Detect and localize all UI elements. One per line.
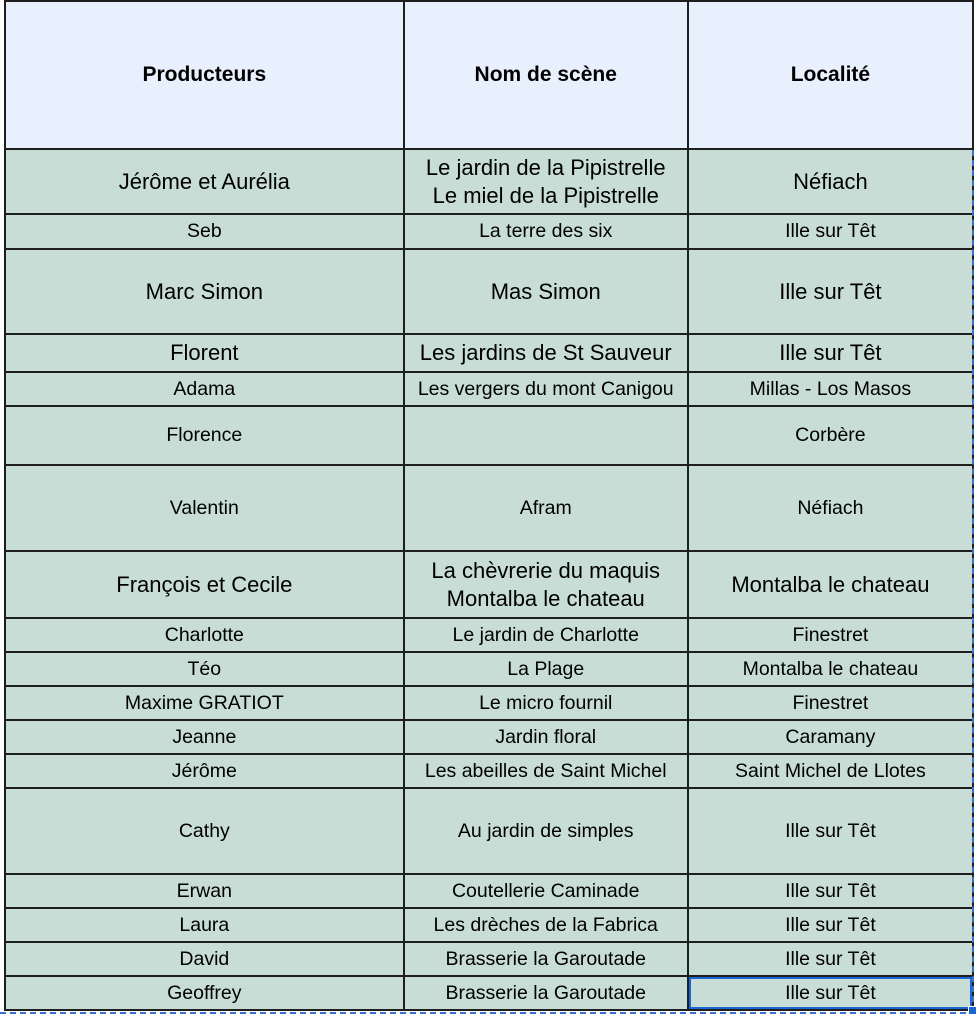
cell-text-line: La Plage: [507, 657, 585, 680]
cell-localite[interactable]: Néfiach: [688, 149, 973, 214]
cell-producteur[interactable]: Jérôme: [5, 754, 404, 788]
table-row: [5, 754, 973, 788]
cell-producteur[interactable]: Jeanne: [5, 720, 404, 754]
cell-localite[interactable]: Corbère: [688, 406, 973, 465]
cell-text-line: Les vergers du mont Canigou: [417, 377, 674, 400]
table-row: [5, 214, 973, 249]
selection-fill-handle[interactable]: [968, 1006, 976, 1015]
cell-nom-de-scene[interactable]: [404, 908, 688, 942]
cell-nom-de-scene[interactable]: [404, 334, 688, 372]
copy-marquee-bottom: [0, 1012, 976, 1014]
cell-text-line: Coutellerie Caminade: [451, 879, 640, 902]
table-row: [5, 334, 973, 372]
cell-text-line: Jardin floral: [495, 725, 597, 748]
table-row: [5, 465, 973, 551]
cell-nom-de-scene[interactable]: [404, 874, 688, 908]
cell-producteur[interactable]: Charlotte: [5, 618, 404, 652]
table-row: [5, 249, 973, 334]
cell-text-line: Montalba le chateau: [446, 585, 645, 611]
cell-localite[interactable]: Millas - Los Masos: [688, 372, 973, 406]
cell-localite[interactable]: Néfiach: [688, 465, 973, 551]
table-row: [5, 652, 973, 686]
cell-producteur[interactable]: Adama: [5, 372, 404, 406]
cell-localite[interactable]: Ille sur Têt: [688, 788, 973, 874]
cell-nom-de-scene[interactable]: [404, 372, 688, 406]
cell-producteur[interactable]: Téo: [5, 652, 404, 686]
cell-nom-de-scene[interactable]: [404, 465, 688, 551]
cell-localite[interactable]: Saint Michel de Llotes: [688, 754, 973, 788]
cell-nom-de-scene[interactable]: [404, 214, 688, 249]
table-row: [5, 788, 973, 874]
header-nom-de-scene[interactable]: Nom de scène: [404, 1, 688, 149]
table-row: [5, 976, 973, 1010]
cell-localite[interactable]: Finestret: [688, 618, 973, 652]
cell-text-line: Les abeilles de Saint Michel: [424, 759, 667, 782]
header-producteurs[interactable]: Producteurs: [5, 1, 404, 149]
cell-nom-de-scene[interactable]: [404, 249, 688, 334]
table-row: [5, 686, 973, 720]
cell-text-line: Les drèches de la Fabrica: [433, 913, 658, 936]
cell-producteur[interactable]: Geoffrey: [5, 976, 404, 1010]
cell-nom-de-scene[interactable]: [404, 788, 688, 874]
cell-nom-de-scene[interactable]: [404, 618, 688, 652]
cell-text-line: Afram: [519, 496, 572, 519]
cell-localite[interactable]: Ille sur Têt: [688, 249, 973, 334]
cell-nom-de-scene[interactable]: [404, 149, 688, 214]
table-row: [5, 406, 973, 465]
table-row: [5, 874, 973, 908]
cell-producteur[interactable]: Erwan: [5, 874, 404, 908]
cell-nom-de-scene[interactable]: [404, 720, 688, 754]
cell-producteur[interactable]: Valentin: [5, 465, 404, 551]
cell-producteur[interactable]: Maxime GRATIOT: [5, 686, 404, 720]
cell-producteur[interactable]: David: [5, 942, 404, 976]
cell-localite[interactable]: Montalba le chateau: [688, 652, 973, 686]
cell-nom-de-scene[interactable]: [404, 942, 688, 976]
cell-nom-de-scene[interactable]: [404, 976, 688, 1010]
cell-text-line: Au jardin de simples: [457, 819, 634, 842]
table-row: [5, 720, 973, 754]
header-row: [5, 1, 973, 149]
cell-text-line: La chèvrerie du maquis: [431, 558, 661, 583]
cell-text-line: Brasserie la Garoutade: [445, 981, 646, 1004]
cell-localite[interactable]: Ille sur Têt: [688, 874, 973, 908]
table-row: [5, 942, 973, 976]
copy-marquee-right: [972, 150, 974, 1012]
table-row: [5, 372, 973, 406]
cell-localite[interactable]: Finestret: [688, 686, 973, 720]
cell-producteur[interactable]: Seb: [5, 214, 404, 249]
cell-producteur[interactable]: Florence: [5, 406, 404, 465]
cell-localite[interactable]: Ille sur Têt: [688, 976, 973, 1010]
cell-text-line: Brasserie la Garoutade: [445, 947, 646, 970]
cell-nom-de-scene[interactable]: [404, 406, 688, 465]
cell-producteur[interactable]: Marc Simon: [5, 249, 404, 334]
cell-text-line: La terre des six: [479, 220, 613, 243]
cell-producteur[interactable]: Cathy: [5, 788, 404, 874]
cell-localite[interactable]: Caramany: [688, 720, 973, 754]
table-row: [5, 908, 973, 942]
header-localite[interactable]: Localité: [688, 1, 973, 149]
cell-nom-de-scene[interactable]: [404, 686, 688, 720]
cell-text-line: Les jardins de St Sauveur: [419, 340, 672, 366]
cell-producteur[interactable]: Jérôme et Aurélia: [5, 149, 404, 214]
cell-nom-de-scene[interactable]: [404, 754, 688, 788]
cell-text-line: Le jardin de la Pipistrelle: [425, 155, 666, 180]
cell-localite[interactable]: Ille sur Têt: [688, 334, 973, 372]
cell-producteur[interactable]: François et Cecile: [5, 551, 404, 618]
cell-localite[interactable]: Ille sur Têt: [688, 942, 973, 976]
cell-localite[interactable]: Montalba le chateau: [688, 551, 973, 618]
cell-localite[interactable]: Ille sur Têt: [688, 214, 973, 249]
cell-text-line: Le miel de la Pipistrelle: [432, 182, 659, 208]
cell-text-line: Le jardin de Charlotte: [452, 623, 639, 646]
cell-text-line: Mas Simon: [490, 278, 601, 304]
cell-localite[interactable]: Ille sur Têt: [688, 908, 973, 942]
cell-producteur[interactable]: Laura: [5, 908, 404, 942]
table-row: [5, 551, 973, 618]
table-row: [5, 149, 973, 214]
table-row: [5, 618, 973, 652]
cell-nom-de-scene[interactable]: [404, 652, 688, 686]
cell-nom-de-scene[interactable]: [404, 551, 688, 618]
cell-text-line: Le micro fournil: [479, 691, 613, 714]
producers-table: [4, 0, 974, 1011]
cell-producteur[interactable]: Florent: [5, 334, 404, 372]
